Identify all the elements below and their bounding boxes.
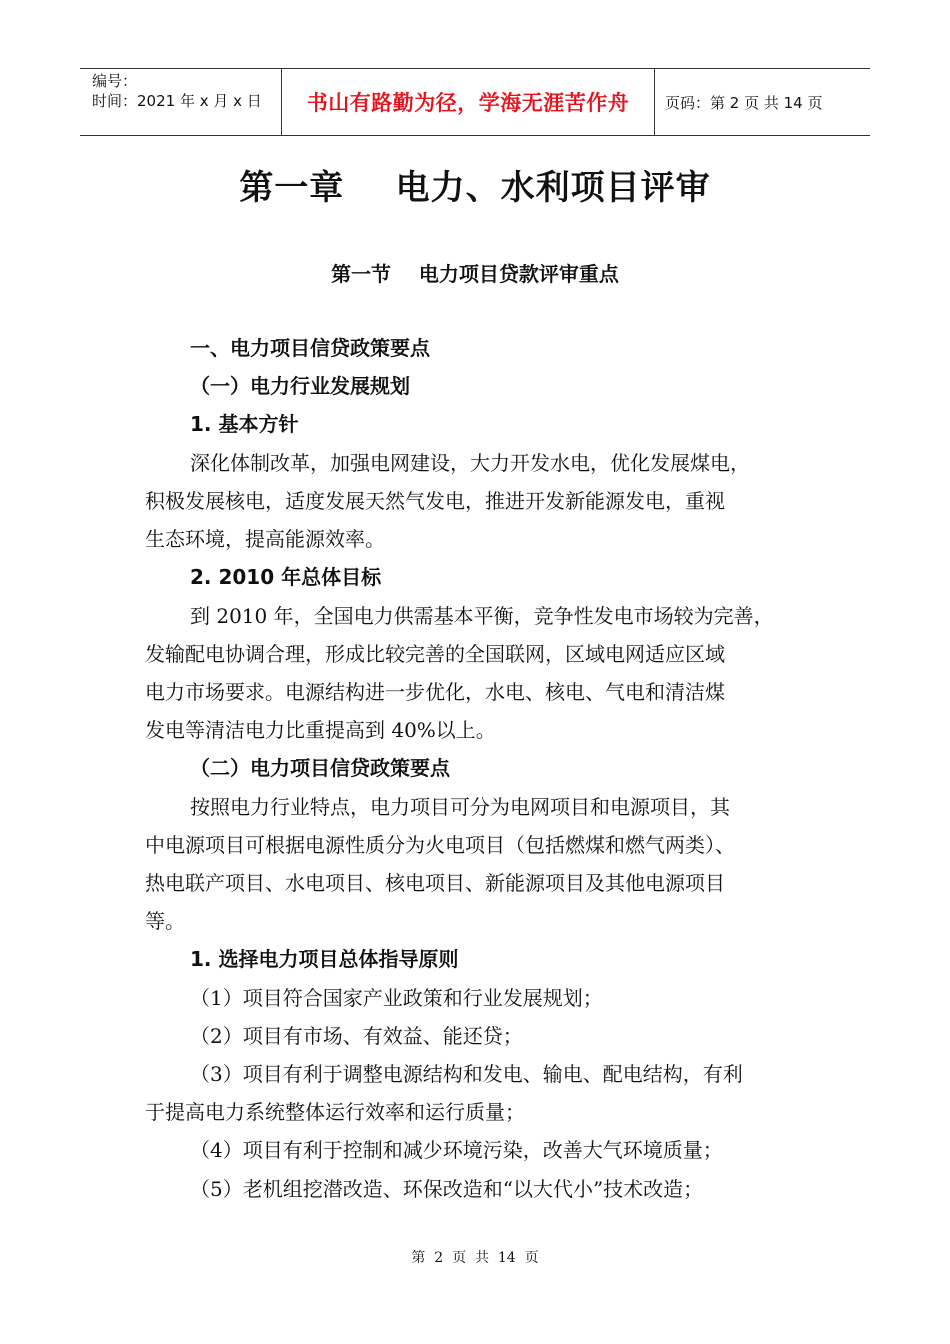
- paragraph-line: 发输配电协调合理，形成比较完善的全国联网，区域电网适应区域: [145, 642, 725, 666]
- header-page-info: 页码：第 2 页 共 14 页: [665, 93, 823, 112]
- paragraph-line: 积极发展核电，适度发展天然气发电，推进开发新能源发电，重视: [145, 489, 725, 513]
- heading-level-3: 1. 选择电力项目总体指导原则: [190, 947, 459, 971]
- chapter-title: 第一章 电力、水利项目评审: [239, 168, 711, 208]
- list-item: （3）项目有利于调整电源结构和发电、输电、配电结构，有利: [190, 1062, 743, 1086]
- section-title: 第一节 电力项目贷款评审重点: [331, 262, 619, 286]
- list-item: （1）项目符合国家产业政策和行业发展规划；: [190, 986, 603, 1010]
- header-motto: 书山有路勤为径，学海无涯苦作舟: [282, 69, 655, 135]
- paragraph-line: 深化体制改革，加强电网建设，大力开发水电，优化发展煤电，: [190, 451, 750, 475]
- list-item: （2）项目有市场、有效益、能还贷；: [190, 1024, 523, 1048]
- paragraph-line: 按照电力行业特点，电力项目可分为电网项目和电源项目，其: [190, 795, 730, 819]
- list-item: （4）项目有利于控制和减少环境污染，改善大气环境质量；: [190, 1138, 723, 1162]
- paragraph-line: 于提高电力系统整体运行效率和运行质量；: [145, 1100, 525, 1124]
- paragraph-line: 生态环境，提高能源效率。: [145, 527, 385, 551]
- paragraph-line: 中电源项目可根据电源性质分为火电项目（包括燃煤和燃气两类）、: [145, 833, 735, 857]
- heading-level-3: 1. 基本方针: [190, 412, 299, 436]
- heading-level-2: （一）电力行业发展规划: [190, 374, 410, 398]
- paragraph-line: 电力市场要求。电源结构进一步优化，水电、核电、气电和清洁煤: [145, 680, 725, 704]
- document-date-label: 时间：2021 年 x 月 x 日: [92, 92, 262, 110]
- heading-level-3: 2. 2010 年总体目标: [190, 565, 382, 589]
- page-footer: 第 2 页 共 14 页: [411, 1250, 539, 1266]
- list-item: （5）老机组挖潜改造、环保改造和“以大代小”技术改造；: [190, 1177, 704, 1201]
- document-header: [80, 68, 870, 136]
- heading-level-2: （二）电力项目信贷政策要点: [190, 756, 450, 780]
- paragraph-line: 到 2010 年，全国电力供需基本平衡，竞争性发电市场较为完善，: [190, 604, 774, 628]
- paragraph-line: 发电等清洁电力比重提高到 40%以上。: [145, 718, 496, 742]
- paragraph-line: 热电联产项目、水电项目、核电项目、新能源项目及其他电源项目: [145, 871, 725, 895]
- header-meta: [80, 69, 282, 135]
- document-number-label: 编号：: [92, 72, 138, 90]
- paragraph-line: 等。: [145, 909, 185, 933]
- heading-level-1: 一、电力项目信贷政策要点: [190, 336, 430, 360]
